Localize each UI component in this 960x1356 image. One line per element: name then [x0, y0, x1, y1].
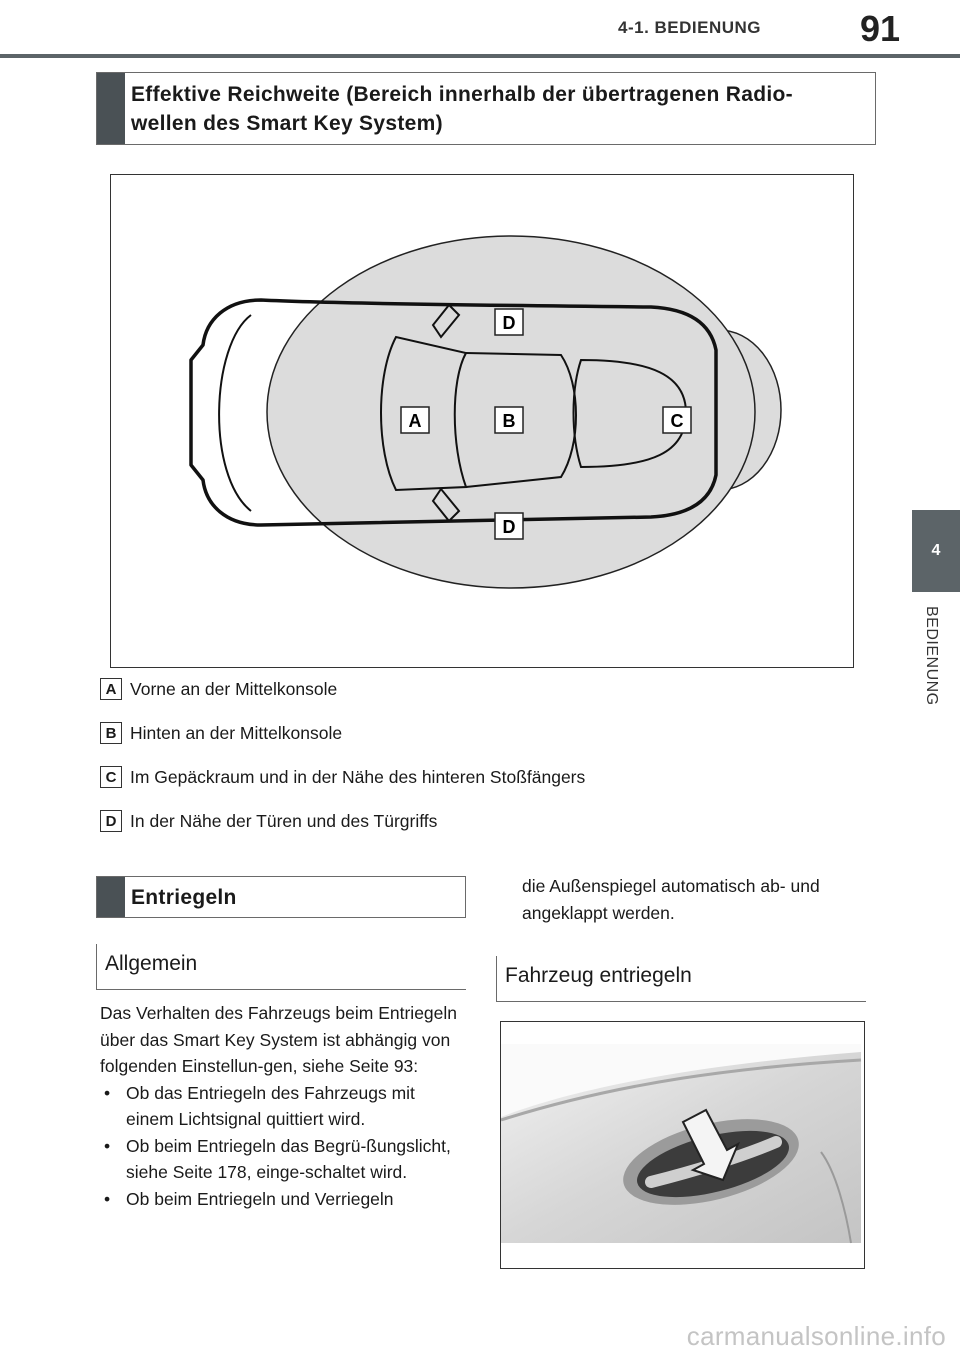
door-handle-illustration: [501, 1022, 865, 1269]
chapter-tab-label: BEDIENUNG: [923, 606, 940, 706]
zone-label-d-top: [495, 309, 523, 335]
legend-key: C: [100, 766, 122, 788]
zone-label-a: [401, 407, 429, 433]
legend-key: A: [100, 678, 122, 700]
general-text: [100, 1000, 462, 1212]
hood-outline: [219, 315, 251, 511]
subsection-title-vehicle-unlock: Fahrzeug entriegeln: [496, 956, 866, 1002]
bullet-item: • Ob beim Entriegeln und Verriegeln: [100, 1186, 462, 1213]
legend-item-c: [100, 765, 585, 789]
bullet-item: • Ob das Entriegeln des Fahrzeugs mit einem Lichtsignal quittiert wird.: [100, 1080, 462, 1133]
section-title-unlock: [96, 876, 466, 918]
page-number: 91: [859, 8, 900, 49]
section-title-bar: [97, 73, 125, 144]
door-handle-photo: [500, 1021, 865, 1269]
chapter-tab[interactable]: [912, 510, 960, 592]
subsection-title-general: Allgemein: [96, 944, 466, 990]
legend-item-a: [100, 677, 337, 701]
legend-text: In der Nähe der Türen und des Türgriffs: [130, 810, 438, 831]
legend-item-b: [100, 721, 342, 745]
chapter-title: 4-1. BEDIENUNG: [618, 18, 762, 37]
legend-text: Vorne an der Mittelkonsole: [130, 678, 338, 699]
zone-label-text: A: [408, 411, 422, 431]
zone-label-text: D: [502, 517, 516, 537]
range-diagram-svg: [111, 175, 855, 669]
legend-text: Hinten an der Mittelkonsole: [130, 722, 343, 743]
zone-label-text: D: [502, 313, 516, 333]
section-title-text: Effektive Reichweite (Bereich innerhalb der übertragenen Radio-wellen des Smart Key System): [131, 82, 793, 135]
bullet-item: • Ob beim Entriegeln das Begrü-ßungslicht, siehe Seite 178, einge-schaltet wird.: [100, 1133, 462, 1186]
zone-label-text: B: [502, 411, 516, 431]
continuation-text: die Außenspiegel automatisch ab- und angeklappt werden.: [522, 876, 820, 923]
legend-key: D: [100, 810, 122, 832]
zone-label-d-bottom: [495, 513, 523, 539]
smart-key-range-diagram: [110, 174, 854, 668]
section-title-text: Entriegeln: [131, 885, 237, 909]
zone-label-text: C: [670, 411, 684, 431]
zone-label-c: [663, 407, 691, 433]
legend-key: B: [100, 722, 122, 744]
section-title-range: [96, 72, 876, 145]
section-title-bar: [97, 877, 125, 917]
legend-item-d: [100, 809, 437, 833]
zone-label-b: [495, 407, 523, 433]
general-intro: Das Verhalten des Fahrzeugs beim Entriegeln über das Smart Key System ist abhängig von folgenden Einstellun-gen, siehe Seite 93:: [100, 1003, 458, 1076]
legend-text: Im Gepäckraum und in der Nähe des hinteren Stoßfängers: [130, 766, 586, 787]
header-rule: [0, 54, 960, 58]
watermark-text: carmanualsonline.info: [686, 1321, 946, 1351]
chapter-tab-number: 4: [931, 542, 941, 559]
